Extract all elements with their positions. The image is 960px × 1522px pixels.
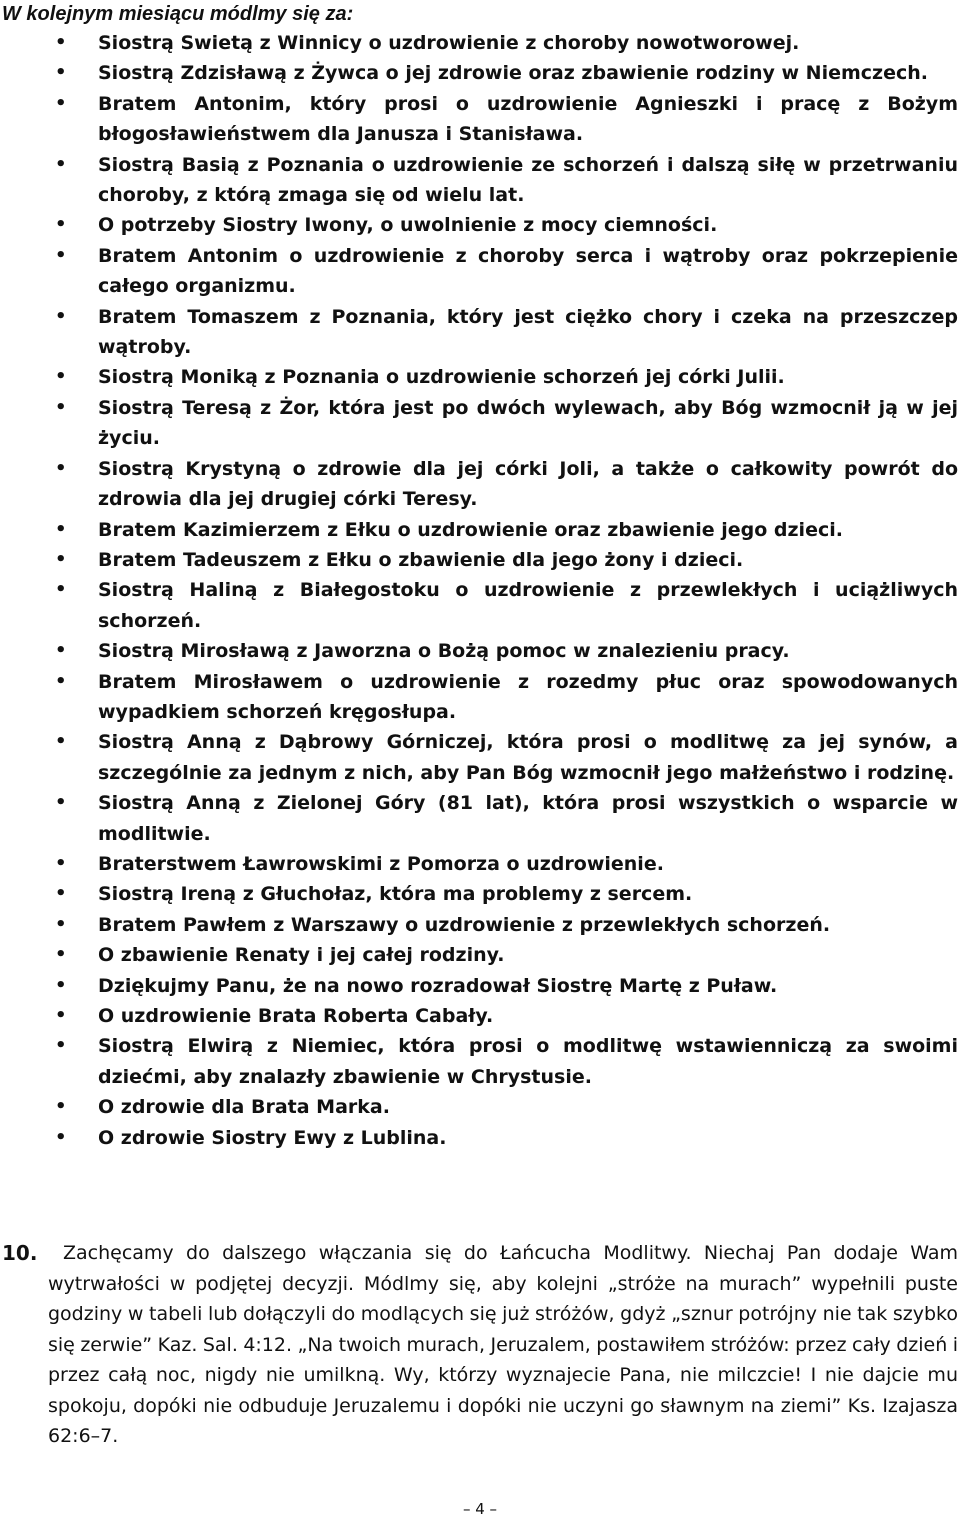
bullet-icon: • [55, 670, 67, 692]
list-item-text: Siostrą Moniką z Poznania o uzdrowienie schorzeń jej córki Julii. [98, 366, 785, 389]
bullet-icon: • [55, 792, 67, 814]
list-item [0, 454, 958, 515]
bullet-icon: • [55, 548, 67, 570]
bullet-icon: • [55, 32, 67, 53]
list-item [0, 1001, 958, 1031]
list-item-text: Bratem Kazimierzem z Ełku o uzdrowienie oraz zbawienie jego dzieci. [98, 518, 843, 541]
bullet-icon: • [55, 1126, 67, 1148]
list-item [0, 1031, 958, 1092]
bullet-icon: • [55, 974, 67, 996]
list-item-text: Bratem Pawłem z Warszawy o uzdrowienie z przewlekłych schorzeń. [98, 913, 831, 936]
list-item [0, 89, 958, 150]
bullet-icon: • [55, 852, 67, 874]
bullet-icon: • [55, 1035, 67, 1057]
bullet-icon: • [55, 883, 67, 905]
list-item [0, 150, 958, 211]
list-item-text: O zbawienie Renaty i jej całej rodziny. [98, 944, 505, 967]
bullet-icon: • [55, 457, 67, 479]
section-heading: W kolejnym miesiącu módlmy się za: [2, 3, 354, 25]
list-item [0, 667, 958, 728]
list-item [0, 515, 958, 545]
list-item-text: Bratem Antonim o uzdrowienie z choroby serca i wątroby oraz pokrzepienie całego organizmu. [98, 244, 958, 298]
list-item [0, 210, 958, 240]
bullet-icon: • [55, 305, 67, 327]
prayer-intentions-list [0, 28, 960, 1153]
bullet-icon: • [55, 944, 67, 966]
list-item-text: Siostrą Krystyną o zdrowie dla jej córki Joli, a także o całkowity powrót do zdrowia dla jej drugiej córki Teresy. [98, 457, 958, 511]
bullet-icon: • [55, 913, 67, 935]
bullet-icon: • [55, 640, 67, 662]
list-item-text: O potrzeby Siostry Iwony, o uwolnienie z mocy ciemności. [98, 214, 718, 237]
bullet-icon: • [55, 1096, 67, 1118]
list-item [0, 575, 958, 636]
bullet-icon: • [55, 518, 67, 540]
bullet-icon: • [55, 92, 67, 114]
list-item [0, 58, 958, 88]
list-item-text: O zdrowie dla Brata Marka. [98, 1096, 390, 1119]
page-number: – 4 – [462, 1500, 498, 1518]
list-item [0, 727, 958, 788]
list-item-text: Siostrą Swietą z Winnicy o uzdrowienie z choroby nowotworowej. [98, 32, 800, 54]
list-item [0, 849, 958, 879]
list-item-text: Siostrą Basią z Poznania o uzdrowienie ze schorzeń i dalszą siłę w przetrwaniu choroby, z którą zmaga się od wielu lat. [98, 153, 958, 207]
list-item [0, 545, 958, 575]
section-number: 10. [2, 1241, 38, 1265]
list-item-text: Siostrą Anną z Zielonej Góry (81 lat), która prosi wszystkich o wsparcie w modlitwie. [98, 792, 958, 845]
section-paragraph: Zachęcamy do dalszego włączania się do Łańcucha Modlitwy. Niechaj Pan dodaje Wam wytrwałości w podjętej decyzji. Módlmy się, aby kolejni „stróże na murach” wypełnili puste godziny w tabeli lub dołączyli do modlących się już stróżów, gdyż „sznur potrójny nie tak szybko się zerwie” Kaz. Sal. 4:12. „Na twoich murach, Jeruzalem, postawiłem stróżów: przez cały dzień i przez całą noc, nigdy nie umilkną. Wy, którzy wyznajecie Pana, nie milczcie! I nie dajcie mu spokoju, dopóki nie odbuduje Jeruzalemu i dopóki nie uczyni go sławnym na ziemi” Ks. Izajasza 62:6–7. [48, 1242, 958, 1447]
list-item [0, 302, 958, 363]
bullet-icon: • [55, 244, 67, 266]
bullet-icon: • [55, 153, 67, 175]
list-item-text: Bratem Mirosławem o uzdrowienie z rozedmy płuc oraz spowodowanych wypadkiem schorzeń kręgosłupa. [98, 670, 958, 723]
section-10 [0, 1238, 960, 1452]
list-item-text: Siostrą Anną z Dąbrowy Górniczej, która prosi o modlitwę za jej synów, a szczególnie za jednym z nich, aby Pan Bóg wzmocnił jego małżeństwo i rodzinę. [98, 731, 958, 784]
list-item-text: Siostrą Mirosławą z Jaworzna o Bożą pomoc w znalezieniu pracy. [98, 640, 790, 663]
list-item [0, 1092, 958, 1122]
list-item-text: Bratem Tomaszem z Poznania, który jest ciężko chory i czeka na przeszczep wątroby. [98, 305, 958, 359]
list-item-text: Braterstwem Ławrowskimi z Pomorza o uzdrowienie. [98, 852, 664, 875]
list-item [0, 910, 958, 940]
list-item-text: Bratem Antonim, który prosi o uzdrowienie Agnieszki i pracę z Bożym błogosławieństwem dla Janusza i Stanisława. [98, 92, 958, 146]
bullet-icon: • [55, 214, 67, 236]
bullet-icon: • [55, 731, 67, 753]
list-item-text: O uzdrowienie Brata Roberta Cabały. [98, 1005, 494, 1027]
list-item [0, 28, 958, 58]
list-item [0, 879, 958, 909]
list-item-text: Siostrą Haliną z Białegostoku o uzdrowienie z przewlekłych i uciążliwych schorzeń. [98, 579, 958, 632]
list-item [0, 1123, 958, 1153]
list-item-text: Siostrą Teresą z Żor, która jest po dwóch wylewach, aby Bóg wzmocnił ją w jej życiu. [98, 396, 958, 450]
list-item-text: Bratem Tadeuszem z Ełku o zbawienie dla jego żony i dzieci. [98, 548, 744, 571]
list-item-text: Siostrą Ireną z Głuchołaz, która ma problemy z sercem. [98, 883, 693, 906]
list-item-text: O zdrowie Siostry Ewy z Lublina. [98, 1126, 447, 1149]
bullet-icon: • [55, 579, 67, 601]
list-item [0, 940, 958, 970]
list-item [0, 971, 958, 1001]
list-item [0, 241, 958, 302]
list-item [0, 362, 958, 392]
bullet-icon: • [55, 366, 67, 388]
list-item [0, 636, 958, 666]
list-item [0, 393, 958, 454]
list-item-text: Dziękujmy Panu, że na nowo rozradował Siostrę Martę z Puław. [98, 974, 778, 997]
bullet-icon: • [55, 1005, 67, 1026]
list-item-text: Siostrą Elwirą z Niemiec, która prosi o modlitwę wstawienniczą za swoimi dziećmi, aby znalazły zbawienie w Chrystusie. [98, 1035, 958, 1088]
list-item [0, 788, 958, 849]
bullet-icon: • [55, 396, 67, 418]
bullet-icon: • [55, 62, 67, 84]
list-item-text: Siostrą Zdzisławą z Żywca o jej zdrowie oraz zbawienie rodziny w Niemczech. [98, 62, 928, 85]
